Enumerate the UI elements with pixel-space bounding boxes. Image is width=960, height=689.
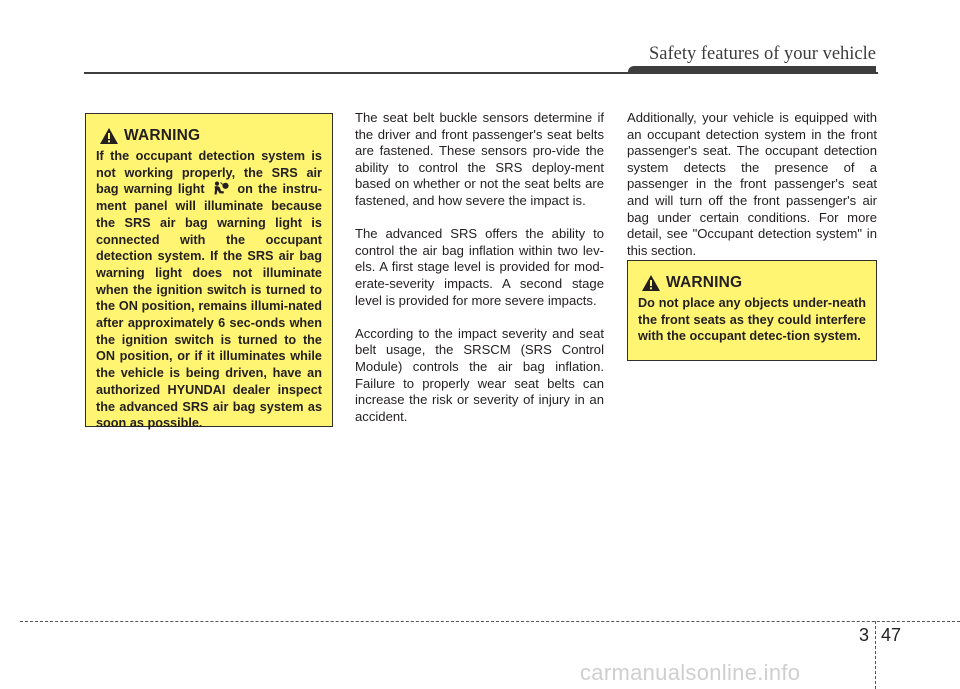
chapter-number: 3 [859,625,870,645]
header-rule [84,72,878,74]
warning-box-objects-under-seat [627,260,877,361]
paragraph-advanced-srs: The advanced SRS offers the ability to control the air bag inflation within two lev-els. A first stage level is provided for mod-erate-severity impacts. A second stage level is provided for more severe impacts. [355,226,604,308]
warning-title: WARNING [124,126,201,144]
page-number: 47 [881,625,902,645]
paragraph-srscm: According to the impact severity and seat belt usage, the SRSCM (SRS Control Module) controls the air bag inflation. Failure to properly wear seat belts can increase the risk or severity of injury in an accident. [355,325,604,424]
warning-box-occupant-detection [85,113,333,431]
middle-text-column [355,110,604,442]
warning-title: WARNING [666,273,743,291]
footer-rule [20,621,960,622]
warning-header [96,125,322,146]
warning-body-text-start: If the occupant detection system is not working properly, the SRS air bag warning light [96,149,322,197]
airbag-warning-icon [212,181,230,195]
warning-body-text-end: on the instru-ment panel will illuminate because the SRS air bag warning light is connected with the occupant detection system. If the SRS air bag warning light does not illuminate when the ignition switch is turned to the ON position, remains illumi-nated after approximately 6 sec-onds when the ignition switch is turned to the ON position, or if it illuminates while the vehicle is being driven, have an authorized HYUNDAI dealer inspect the advanced SRS air bag system as soon as possible. [96,182,322,431]
warning-triangle-icon [641,274,661,292]
watermark: carmanualsonline.info [580,660,801,685]
warning-body: Do not place any objects under-neath the front seats as they could interfere with the occupant detec-tion system. [638,296,866,344]
section-title: Safety features of your vehicle [648,44,876,64]
paragraph-occupant-detection: Additionally, your vehicle is equipped with an occupant detection system in the front passenger's seat. The occupant detection system detects the presence of a passenger in the front passenger's seat and will turn off the front passenger's air bag under certain conditions. For more detail, see "Occupant detection system" in this section. [627,110,877,258]
warning-header [638,272,866,293]
warning-body [96,148,322,432]
paragraph-seat-belt-sensors: The seat belt buckle sensors determine if the driver and front passenger's seat belts are fastened. These sensors pro-vide the ability to control the SRS deploy-ment based on whether or not the seat belts are fastened, and how severe the impact is. [355,110,604,208]
right-text-column [627,110,877,276]
warning-triangle-icon [99,127,119,145]
footer-divider [875,621,876,689]
